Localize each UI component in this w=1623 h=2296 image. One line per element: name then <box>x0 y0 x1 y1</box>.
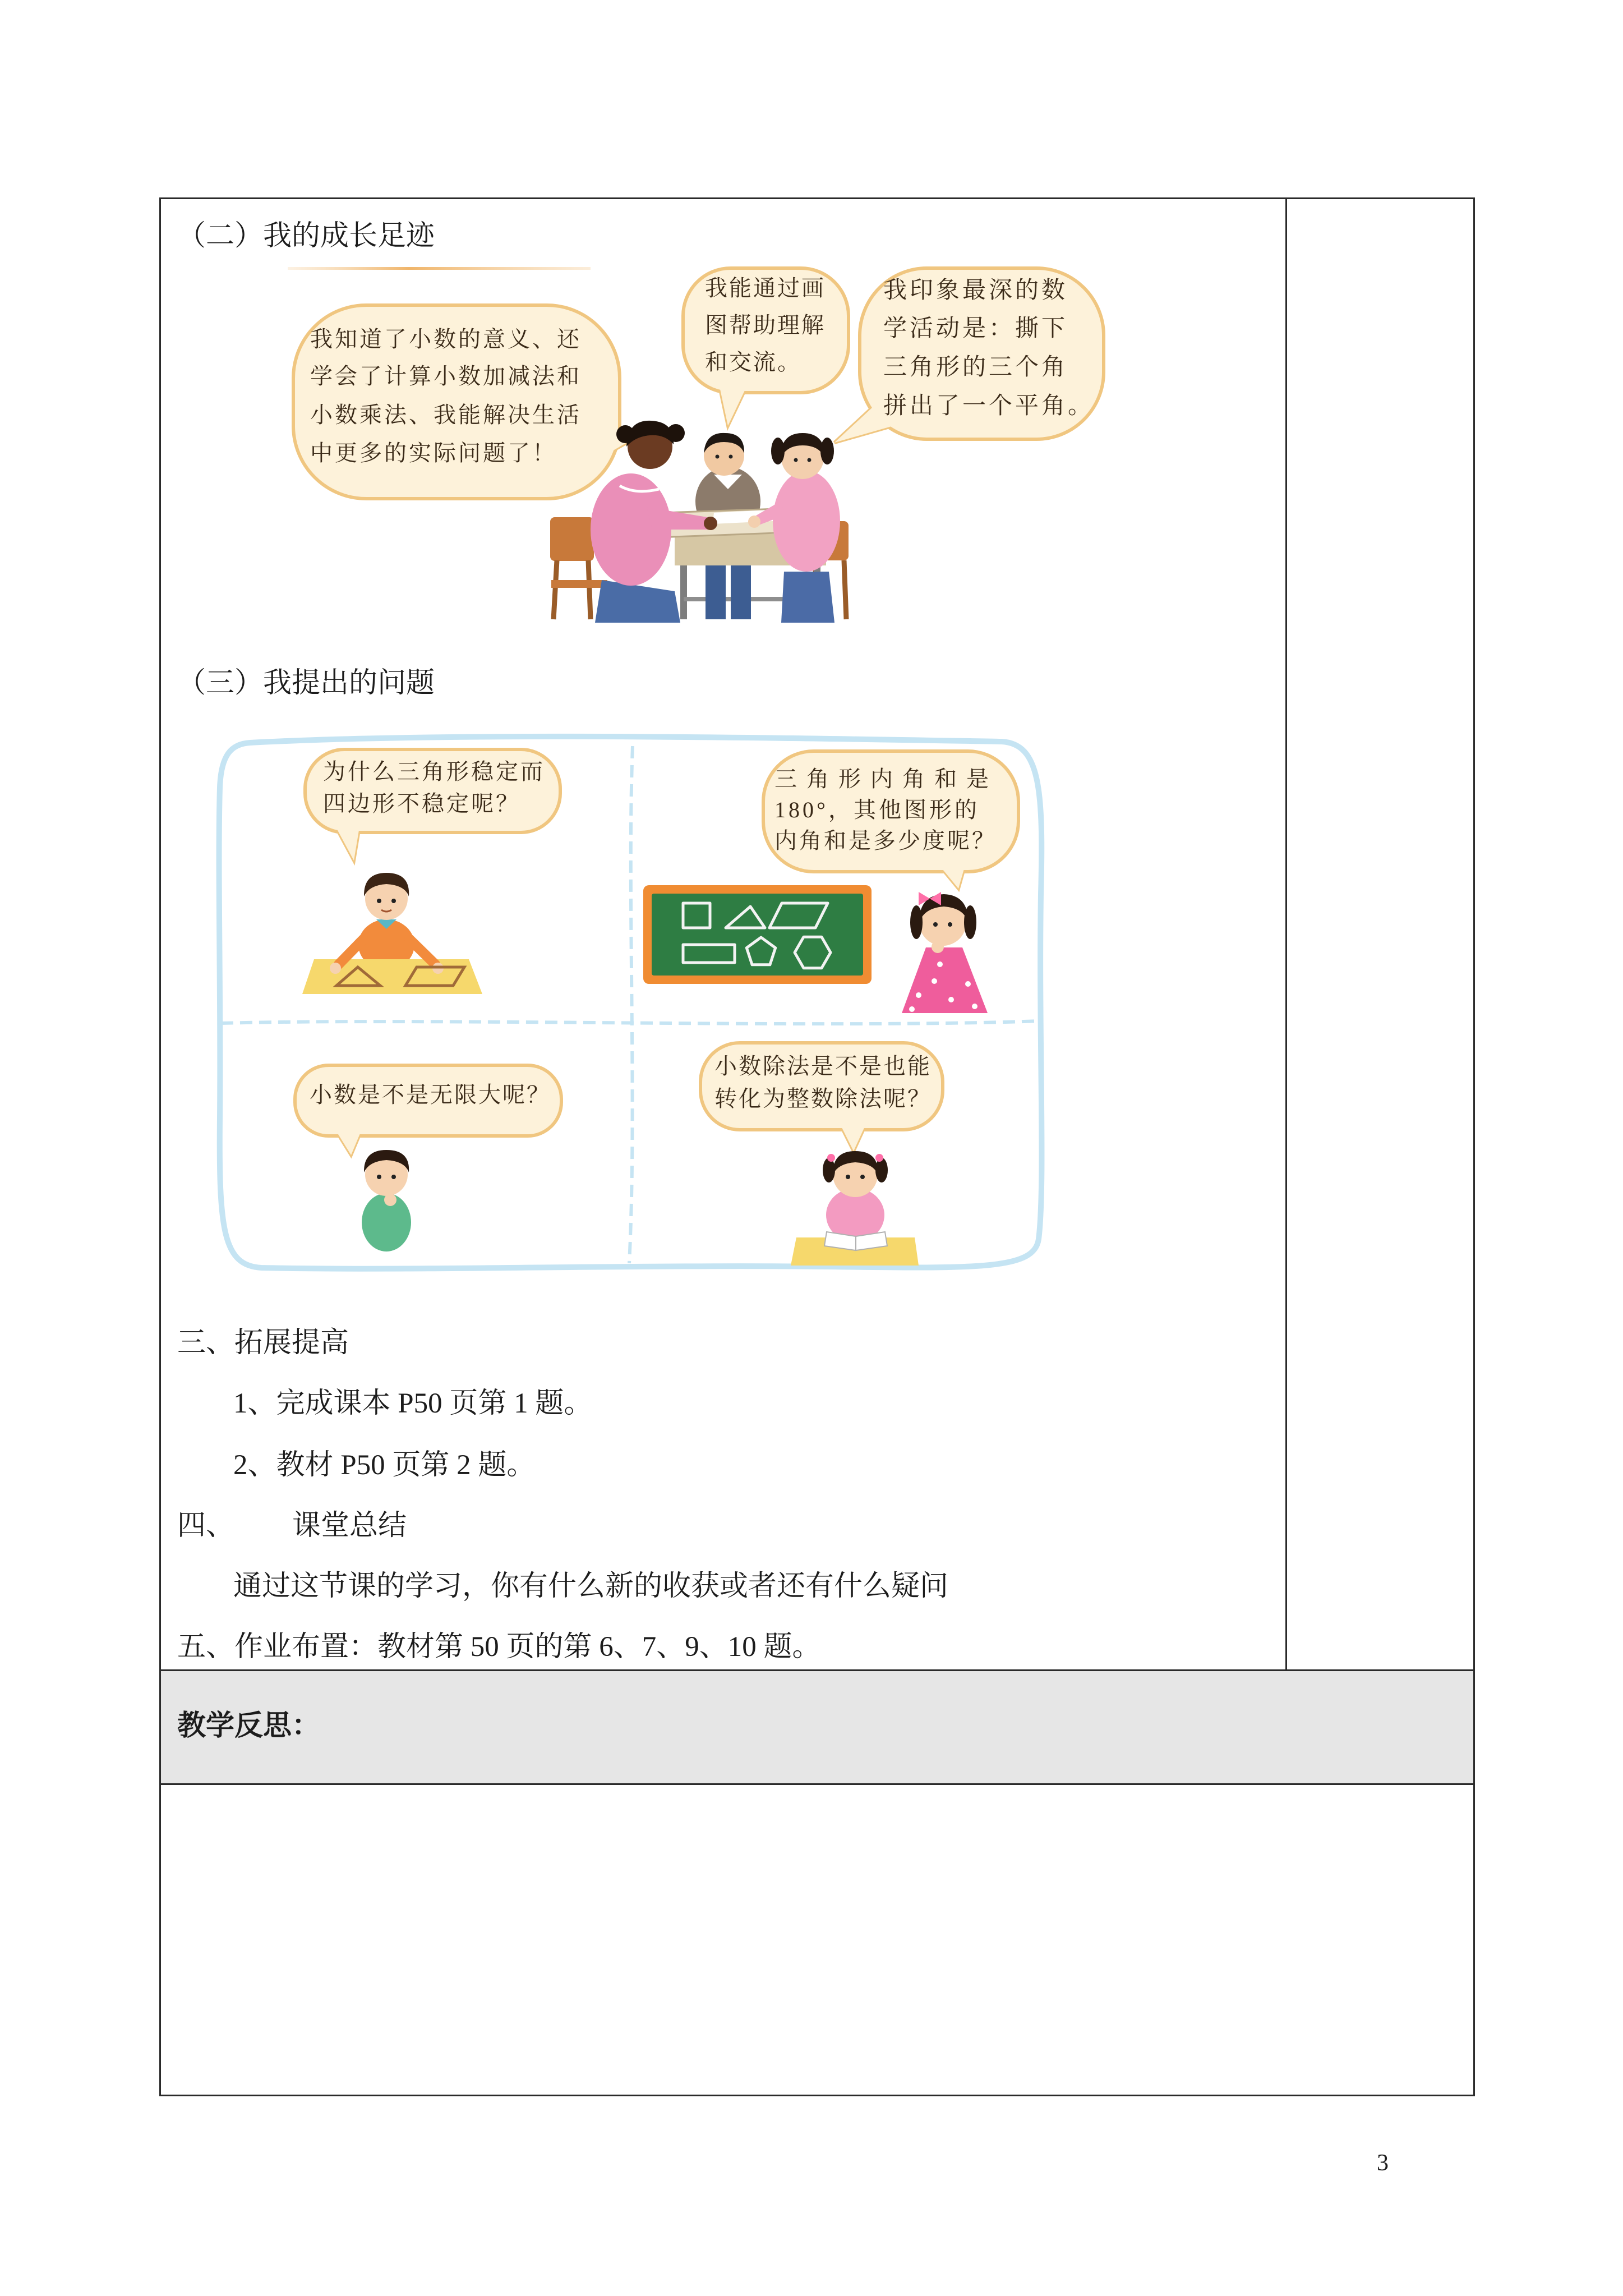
bubble-text-line: 我印象最深的数 <box>883 278 1068 303</box>
bubble-text-line: 内角和是多少度呢？ <box>774 828 997 853</box>
bubble-text-line: 中更多的实际问题了！ <box>310 440 557 466</box>
reflection-label: 教学反思： <box>177 1710 321 1742</box>
bubble-text-line: 四边形不稳定呢？ <box>323 791 520 816</box>
extension-item: 2、教材 P50 页第 2 题。 <box>233 1450 536 1481</box>
bubble-text-line: 为什么三角形稳定而 <box>323 759 545 784</box>
bubble-text-line: 180°，其他图形的 <box>774 797 980 822</box>
bubble-text-line: 和交流。 <box>705 349 801 375</box>
summary-number: 四、 <box>177 1510 235 1542</box>
bubble-text-line: 小数乘法、我能解决生活 <box>310 402 582 427</box>
bubble-text-line: 拼出了一个平角。 <box>883 393 1095 419</box>
bubble-text-line: 三角形内角和是 <box>774 766 998 792</box>
table-border-top <box>159 197 1475 199</box>
table-row-divider <box>159 1669 1475 1671</box>
page-number: 3 <box>1377 2150 1389 2176</box>
table-border-left <box>159 197 161 2096</box>
chalkboard <box>643 885 872 984</box>
questions-illustration <box>211 726 1050 1276</box>
reflection-header-band <box>161 1671 1473 1784</box>
table-border-right <box>1473 197 1475 2096</box>
bubble-text-line: 学活动是：撕下 <box>883 316 1068 342</box>
boy-legs <box>706 565 751 619</box>
bubble-text-line: 转化为整数除法呢？ <box>714 1086 932 1111</box>
homework-line: 五、作业布置：教材第 50 页的第 6、7、9、10 题。 <box>177 1631 821 1663</box>
bubble-text-line: 小数除法是不是也能 <box>714 1053 932 1079</box>
summary-heading: 课堂总结 <box>292 1510 407 1542</box>
table-border-bottom <box>159 2095 1475 2096</box>
bubble-text-line: 小数是不是无限大呢？ <box>310 1082 551 1107</box>
bubble-text-line: 我知道了小数的意义、还 <box>310 326 582 352</box>
extension-item: 1、完成课本 P50 页第 1 题。 <box>233 1388 593 1419</box>
growth-illustration <box>288 266 1106 623</box>
growth-heading: （二）我的成长足迹 <box>177 220 435 252</box>
decorative-line <box>288 267 591 270</box>
bubble-text-line: 我能通过画 <box>705 275 826 301</box>
bubble-text-line: 图帮助理解 <box>705 312 826 338</box>
bubble-text-line: 学会了计算小数加减法和 <box>310 364 582 389</box>
table-row-divider <box>159 1783 1475 1785</box>
bubble-text-line: 三角形的三个角 <box>883 355 1068 380</box>
extension-heading: 三、拓展提高 <box>177 1327 349 1359</box>
questions-heading: （三）我提出的问题 <box>177 668 435 699</box>
summary-text: 通过这节课的学习，你有什么新的收获或者还有什么疑问 <box>233 1571 949 1602</box>
desk <box>302 959 482 994</box>
table-column-divider <box>1285 197 1287 1670</box>
